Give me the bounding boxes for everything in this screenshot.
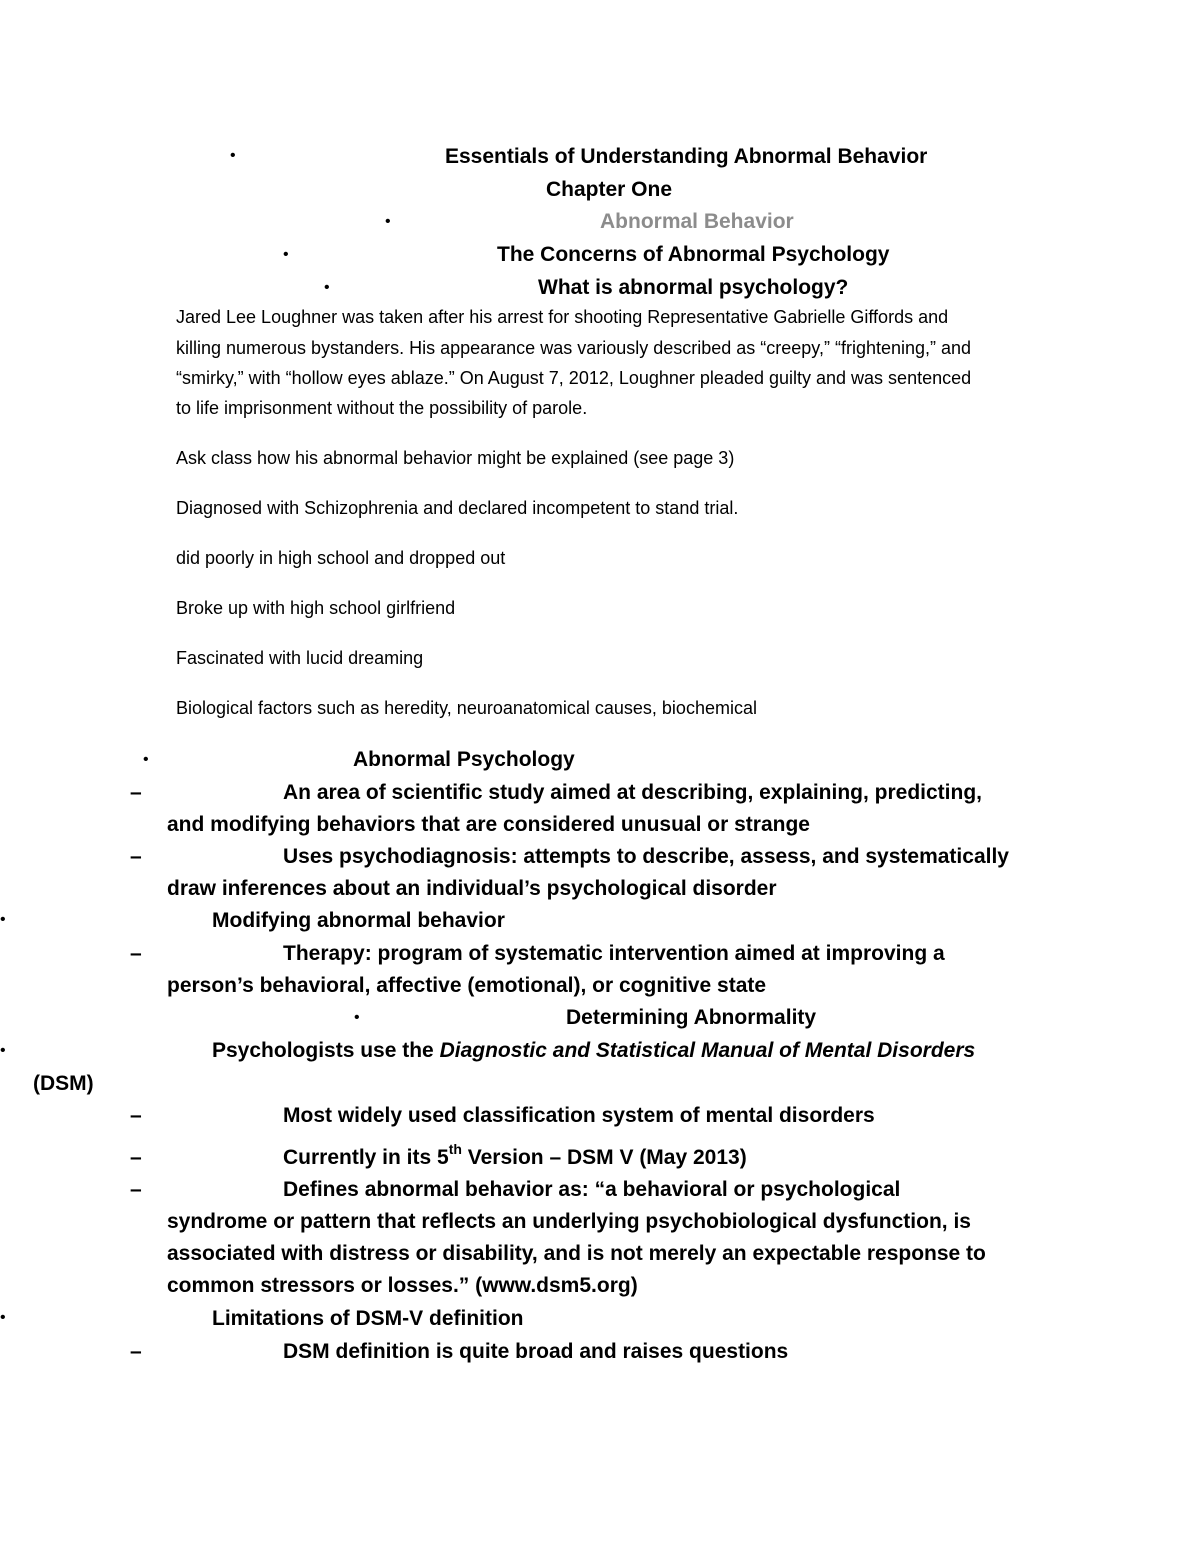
dash-marker: – <box>130 1178 142 1201</box>
bullet-marker: • <box>0 1042 6 1059</box>
dash-marker: – <box>130 781 142 804</box>
note-girlfriend: Broke up with high school girlfriend <box>176 598 456 618</box>
document-title: Essentials of Understanding Abnormal Behavior <box>445 145 928 168</box>
case-text-line: “smirky,” with “hollow eyes ablaze.” On August 7, 2012, Loughner pleaded guilty and was sentenced <box>176 368 972 388</box>
note-school: did poorly in high school and dropped out <box>176 548 506 568</box>
note-ask-class: Ask class how his abnormal behavior might be explained (see page 3) <box>176 448 735 468</box>
note-lucid: Fascinated with lucid dreaming <box>176 648 424 668</box>
current-prefix: Currently in its 5 <box>283 1146 449 1169</box>
dash-marker: – <box>130 942 142 965</box>
case-text-line: Jared Lee Loughner was taken after his arrest for shooting Representative Gabrielle Giffords and <box>176 307 949 327</box>
note-diagnosed: Diagnosed with Schizophrenia and declared incompetent to stand trial. <box>176 498 739 518</box>
outline-line: Uses psychodiagnosis: attempts to describe, assess, and systematically <box>283 845 1009 868</box>
outline-heading: Determining Abnormality <box>566 1006 817 1029</box>
bullet-marker: • <box>324 279 330 296</box>
outline-line: Defines abnormal behavior as: “a behavioral or psychological <box>283 1178 901 1201</box>
outline-heading: Modifying abnormal behavior <box>212 909 505 932</box>
outline-line: An area of scientific study aimed at describing, explaining, predicting, <box>283 781 982 804</box>
dsm-prefix: Psychologists use the <box>212 1039 440 1062</box>
outline-line <box>212 1039 975 1063</box>
outline-line: common stressors or losses.” (www.dsm5.org) <box>167 1274 638 1297</box>
dash-marker: – <box>130 1146 142 1169</box>
dsm-title: Diagnostic and Statistical Manual of Mental Disorders <box>439 1039 976 1062</box>
outline-heading: Limitations of DSM-V definition <box>212 1307 524 1330</box>
note-biological: Biological factors such as heredity, neuroanatomical causes, biochemical <box>176 698 757 718</box>
outline-line <box>283 1141 747 1170</box>
chapter-heading: Chapter One <box>546 178 673 201</box>
current-superscript: th <box>448 1141 462 1157</box>
bullet-marker: • <box>230 147 236 164</box>
outline-line: DSM definition is quite broad and raises questions <box>283 1340 789 1363</box>
bullet-marker: • <box>0 1309 6 1326</box>
bullet-marker: • <box>283 246 289 263</box>
case-text-line: killing numerous bystanders. His appearance was variously described as “creepy,” “frightening,” and <box>176 338 972 358</box>
outline-line: Most widely used classification system of mental disorders <box>283 1104 875 1127</box>
outline-line: person’s behavioral, affective (emotional), or cognitive state <box>167 974 767 997</box>
bullet-marker: • <box>143 751 149 768</box>
outline-line: and modifying behaviors that are considered unusual or strange <box>167 813 810 836</box>
dash-marker: – <box>130 845 142 868</box>
question-heading: What is abnormal psychology? <box>538 276 849 299</box>
dsm-abbreviation: (DSM) <box>33 1072 94 1095</box>
outline-line: syndrome or pattern that reflects an underlying psychobiological dysfunction, is <box>167 1210 971 1233</box>
outline-line: draw inferences about an individual’s psychological disorder <box>167 877 777 900</box>
dash-marker: – <box>130 1340 142 1363</box>
bullet-marker: • <box>385 213 391 230</box>
concerns-heading: The Concerns of Abnormal Psychology <box>497 243 890 266</box>
outline-line: associated with distress or disability, and is not merely an expectable response to <box>167 1242 986 1265</box>
current-suffix: Version – DSM V (May 2013) <box>461 1146 747 1169</box>
section-heading: Abnormal Behavior <box>600 210 794 233</box>
bullet-marker: • <box>0 911 6 928</box>
case-text-line: to life imprisonment without the possibility of parole. <box>176 398 588 418</box>
bullet-marker: • <box>354 1009 360 1026</box>
outline-line: Therapy: program of systematic intervention aimed at improving a <box>283 942 945 965</box>
abnormal-psychology-heading: Abnormal Psychology <box>353 748 575 771</box>
dash-marker: – <box>130 1104 142 1127</box>
